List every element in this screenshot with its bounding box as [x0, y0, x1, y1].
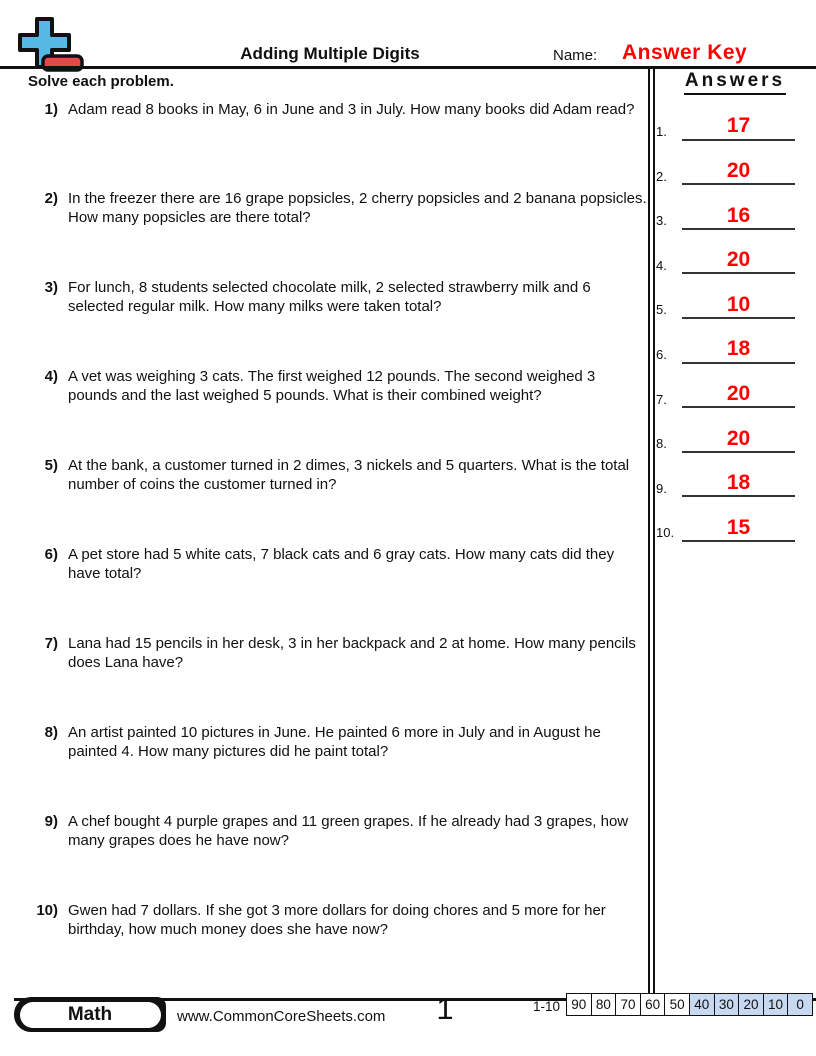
answer-row	[656, 319, 795, 364]
answer-number: 8.	[656, 436, 667, 452]
problem-text: Gwen had 7 dollars. If she got 3 more dollars for doing chores and 5 more for her birthday, how much money does she have now?	[68, 902, 606, 938]
answer-number: 7.	[656, 391, 667, 407]
problem-number: 6)	[44, 546, 58, 563]
answer-number: 2.	[656, 168, 667, 184]
answer-row	[656, 408, 795, 453]
problem-text: In the freezer there are 16 grape popsicles, 2 cherry popsicles and 2 banana popsicles. How many popsicles are there total?	[68, 190, 647, 226]
answer-number: 9.	[656, 480, 667, 496]
answer-value: 20	[682, 382, 795, 408]
name-label: Name:	[553, 47, 598, 64]
answer-value: 20	[682, 248, 795, 274]
score-cell: 0	[788, 994, 813, 1016]
answer-number: 4.	[656, 257, 667, 273]
score-cell: 80	[591, 994, 616, 1016]
answers-heading: Answers	[660, 70, 810, 95]
score-cell: 10	[763, 994, 788, 1016]
answer-row	[656, 141, 795, 186]
problem-text: For lunch, 8 students selected chocolate milk, 2 selected strawberry milk and 6 selected regular milk. How many milks were taken total?	[68, 279, 591, 315]
answer-number: 5.	[656, 302, 667, 318]
answer-number: 6.	[656, 347, 667, 363]
score-cell: 30	[714, 994, 739, 1016]
problem-text: At the bank, a customer turned in 2 dimes, 3 nickels and 5 quarters. What is the total number of coins the customer turned in?	[68, 457, 630, 493]
problem-item	[28, 723, 648, 812]
answer-row	[656, 274, 795, 319]
answer-value: 10	[682, 293, 795, 319]
answers-list	[656, 96, 795, 542]
website-link[interactable]: www.CommonCoreSheets.com	[177, 1008, 386, 1025]
problem-item	[28, 634, 648, 723]
instructions: Solve each problem.	[28, 73, 174, 90]
score-cell: 40	[689, 994, 714, 1016]
score-range-label: 1-10	[532, 999, 560, 1014]
problem-number: 3)	[44, 279, 58, 296]
answer-row	[656, 96, 795, 141]
problem-item	[28, 901, 648, 990]
answer-value: 18	[682, 337, 795, 363]
problem-number: 7)	[44, 635, 58, 652]
subject-badge	[14, 997, 166, 1032]
answer-row	[656, 230, 795, 275]
problem-text: A vet was weighing 3 cats. The first weighed 12 pounds. The second weighed 3 pounds and the last weighed 5 pounds. What is their combined weight?	[68, 368, 596, 404]
answer-row	[656, 185, 795, 230]
answer-row	[656, 453, 795, 498]
problem-item	[28, 189, 648, 278]
problem-number: 8)	[44, 724, 58, 741]
header-rule	[0, 66, 816, 69]
answer-number: 3.	[656, 213, 667, 229]
answer-value: 18	[682, 471, 795, 497]
problem-text: A chef bought 4 purple grapes and 11 green grapes. If he already had 3 grapes, how many grapes does he have now?	[68, 813, 629, 849]
problem-item	[28, 100, 648, 189]
answer-value: 17	[682, 114, 795, 140]
problem-text: An artist painted 10 pictures in June. He painted 6 more in July and in August he painted 4. How many pictures did he paint total?	[68, 724, 601, 760]
problem-item	[28, 278, 648, 367]
problem-item	[28, 812, 648, 901]
answer-row	[656, 497, 795, 542]
score-cell: 90	[567, 994, 592, 1016]
worksheet-title: Adding Multiple Digits	[240, 44, 420, 63]
answer-row	[656, 364, 795, 409]
score-cell: 60	[640, 994, 665, 1016]
problem-number: 2)	[44, 190, 58, 207]
problem-number: 4)	[44, 368, 58, 385]
problem-text: Lana had 15 pencils in her desk, 3 in her backpack and 2 at home. How many pencils does Lana have?	[68, 635, 636, 671]
answer-value: 20	[682, 427, 795, 453]
problem-item	[28, 545, 648, 634]
score-table	[566, 993, 813, 1016]
page-number: 1	[436, 991, 454, 1026]
answer-number: 10.	[656, 525, 675, 541]
problem-text: Adam read 8 books in May, 6 in June and 3 in July. How many books did Adam read?	[68, 101, 635, 118]
problem-item	[28, 367, 648, 456]
score-cell: 50	[665, 994, 690, 1016]
problem-item	[28, 456, 648, 545]
problems-list	[28, 100, 648, 990]
problem-text: A pet store had 5 white cats, 7 black cats and 6 gray cats. How many cats did they have total?	[68, 546, 615, 582]
problem-number: 5)	[44, 457, 58, 474]
answer-value: 20	[682, 159, 795, 185]
answer-value: 16	[682, 204, 795, 230]
problem-number: 10)	[36, 902, 58, 919]
column-divider	[648, 69, 655, 993]
answer-value: 15	[682, 516, 795, 542]
problem-number: 9)	[44, 813, 58, 830]
score-cell: 20	[739, 994, 764, 1016]
problem-number: 1)	[44, 101, 58, 118]
answer-number: 1.	[656, 124, 667, 140]
subject-label: Math	[20, 1002, 161, 1028]
answer-key-label: Answer Key	[622, 41, 748, 64]
score-cell: 70	[616, 994, 641, 1016]
